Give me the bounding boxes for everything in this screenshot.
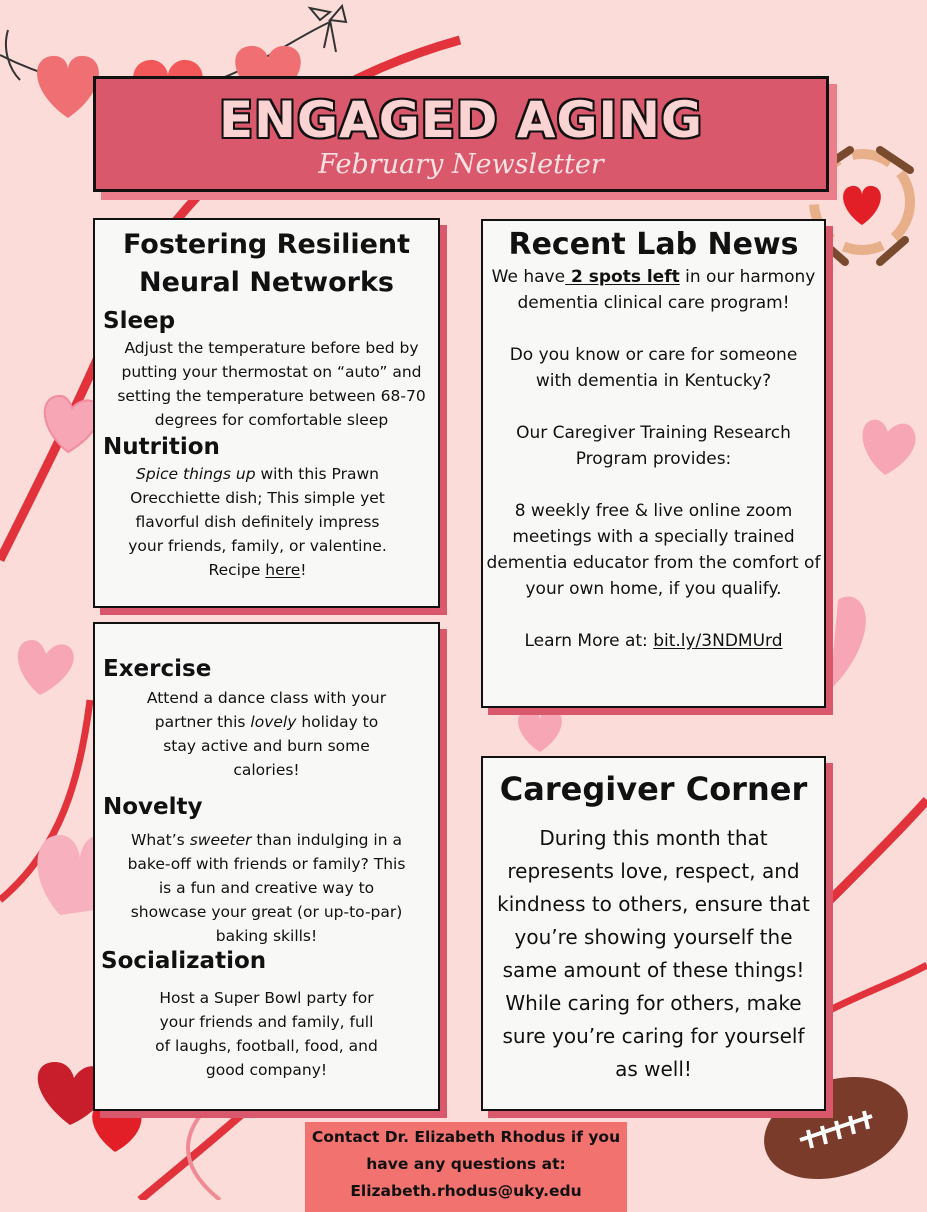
learn-more-prefix: Learn More at: xyxy=(524,631,654,651)
lab-news-paragraph-3: Our Caregiver Training Research Program provides: xyxy=(516,423,791,469)
red-swoosh-right xyxy=(830,800,927,900)
contact-line-2: have any questions at: xyxy=(366,1155,566,1173)
novelty-emphasis: sweeter xyxy=(189,831,252,849)
exercise-text-before: Attend a dance class with your partner this xyxy=(146,689,387,731)
lab-news-paragraph-4: 8 weekly free & live online zoom meetings with a specially trained dementia educator from the comfort of your own home, if you qualify. xyxy=(486,501,821,599)
newsletter-subtitle: February Newsletter xyxy=(318,149,604,180)
banner-string-loop xyxy=(6,30,20,80)
lab-news-p1-before: We have xyxy=(491,267,566,287)
red-swoosh-right-2 xyxy=(830,965,927,1010)
lab-news-paragraph-1 xyxy=(483,264,824,316)
recipe-suffix: ! xyxy=(300,561,307,579)
lab-news-learn-more xyxy=(483,628,824,654)
nutrition-text xyxy=(95,462,438,582)
novelty-text-before: What’s xyxy=(131,831,190,849)
recipe-link[interactable]: here xyxy=(265,561,301,579)
sleep-heading: Sleep xyxy=(103,308,176,334)
pink-heart-center xyxy=(518,710,562,752)
exercise-text-after: holiday to stay active and burn some calories! xyxy=(163,713,379,779)
socialization-text: Host a Super Bowl party for your friends and family, full of laughs, football, food, and good company! xyxy=(155,989,378,1079)
novelty-text-after: than indulging in a bake-off with friends or family? This is a fun and creative way to showcase your great (or up-to-par) baking skills! xyxy=(127,831,406,945)
exercise-emphasis: lovely xyxy=(250,713,297,731)
pink-heart-right-2 xyxy=(830,597,866,690)
bow xyxy=(310,6,346,22)
exercise-heading: Exercise xyxy=(103,656,212,682)
novelty-heading: Novelty xyxy=(103,794,203,820)
caregiver-corner-text: During this month that represents love, respect, and kindness to others, ensure that you’re showing yourself the same amount of these things! While caring for others, make sure you’re caring for yourself as well! xyxy=(497,826,810,1081)
spots-left-highlight: 2 spots left xyxy=(565,267,680,287)
sleep-text: Adjust the temperature before bed by putting your thermostat on “auto” and setting the temperature between 68-70 degrees for comfortable sleep xyxy=(117,339,426,429)
healthy-habits-box xyxy=(93,622,440,1111)
socialization-heading: Socialization xyxy=(101,948,267,974)
lab-news-title: Recent Lab News xyxy=(508,227,799,262)
recipe-prefix: Recipe xyxy=(208,561,266,579)
nutrition-emphasis: Spice things up xyxy=(136,465,256,483)
contact-line-1: Contact Dr. Elizabeth Rhodus if you xyxy=(311,1128,621,1146)
pink-heart-left-2 xyxy=(18,640,74,695)
nutrition-heading: Nutrition xyxy=(103,434,220,460)
newsletter-title: ENGAGED AGING xyxy=(218,91,704,149)
caregiver-corner-box xyxy=(481,756,826,1111)
nutrition-body: with this Prawn Orecchiette dish; This simple yet flavorful dish definitely impress your friends, family, or valentine. xyxy=(128,465,387,555)
fostering-title: Fostering Resilient Neural Networks xyxy=(122,229,411,298)
lab-news-p1-after: in our harmony dementia clinical care program! xyxy=(517,267,816,313)
novelty-text xyxy=(95,828,438,948)
exercise-text xyxy=(95,686,438,782)
caregiver-corner-title: Caregiver Corner xyxy=(499,770,808,808)
lab-news-paragraph-2: Do you know or care for someone with dementia in Kentucky? xyxy=(509,345,798,391)
newsletter-header xyxy=(93,76,829,192)
recent-lab-news-box xyxy=(481,219,826,708)
fostering-resilient-networks-box xyxy=(93,218,440,608)
contact-banner xyxy=(305,1122,627,1212)
learn-more-link[interactable]: bit.ly/3NDMUrd xyxy=(653,631,783,651)
pink-heart-right xyxy=(862,420,915,475)
contact-email[interactable]: Elizabeth.rhodus@uky.edu xyxy=(350,1182,582,1200)
pink-heart-left-3 xyxy=(37,835,100,915)
banner-heart-1 xyxy=(37,56,99,118)
